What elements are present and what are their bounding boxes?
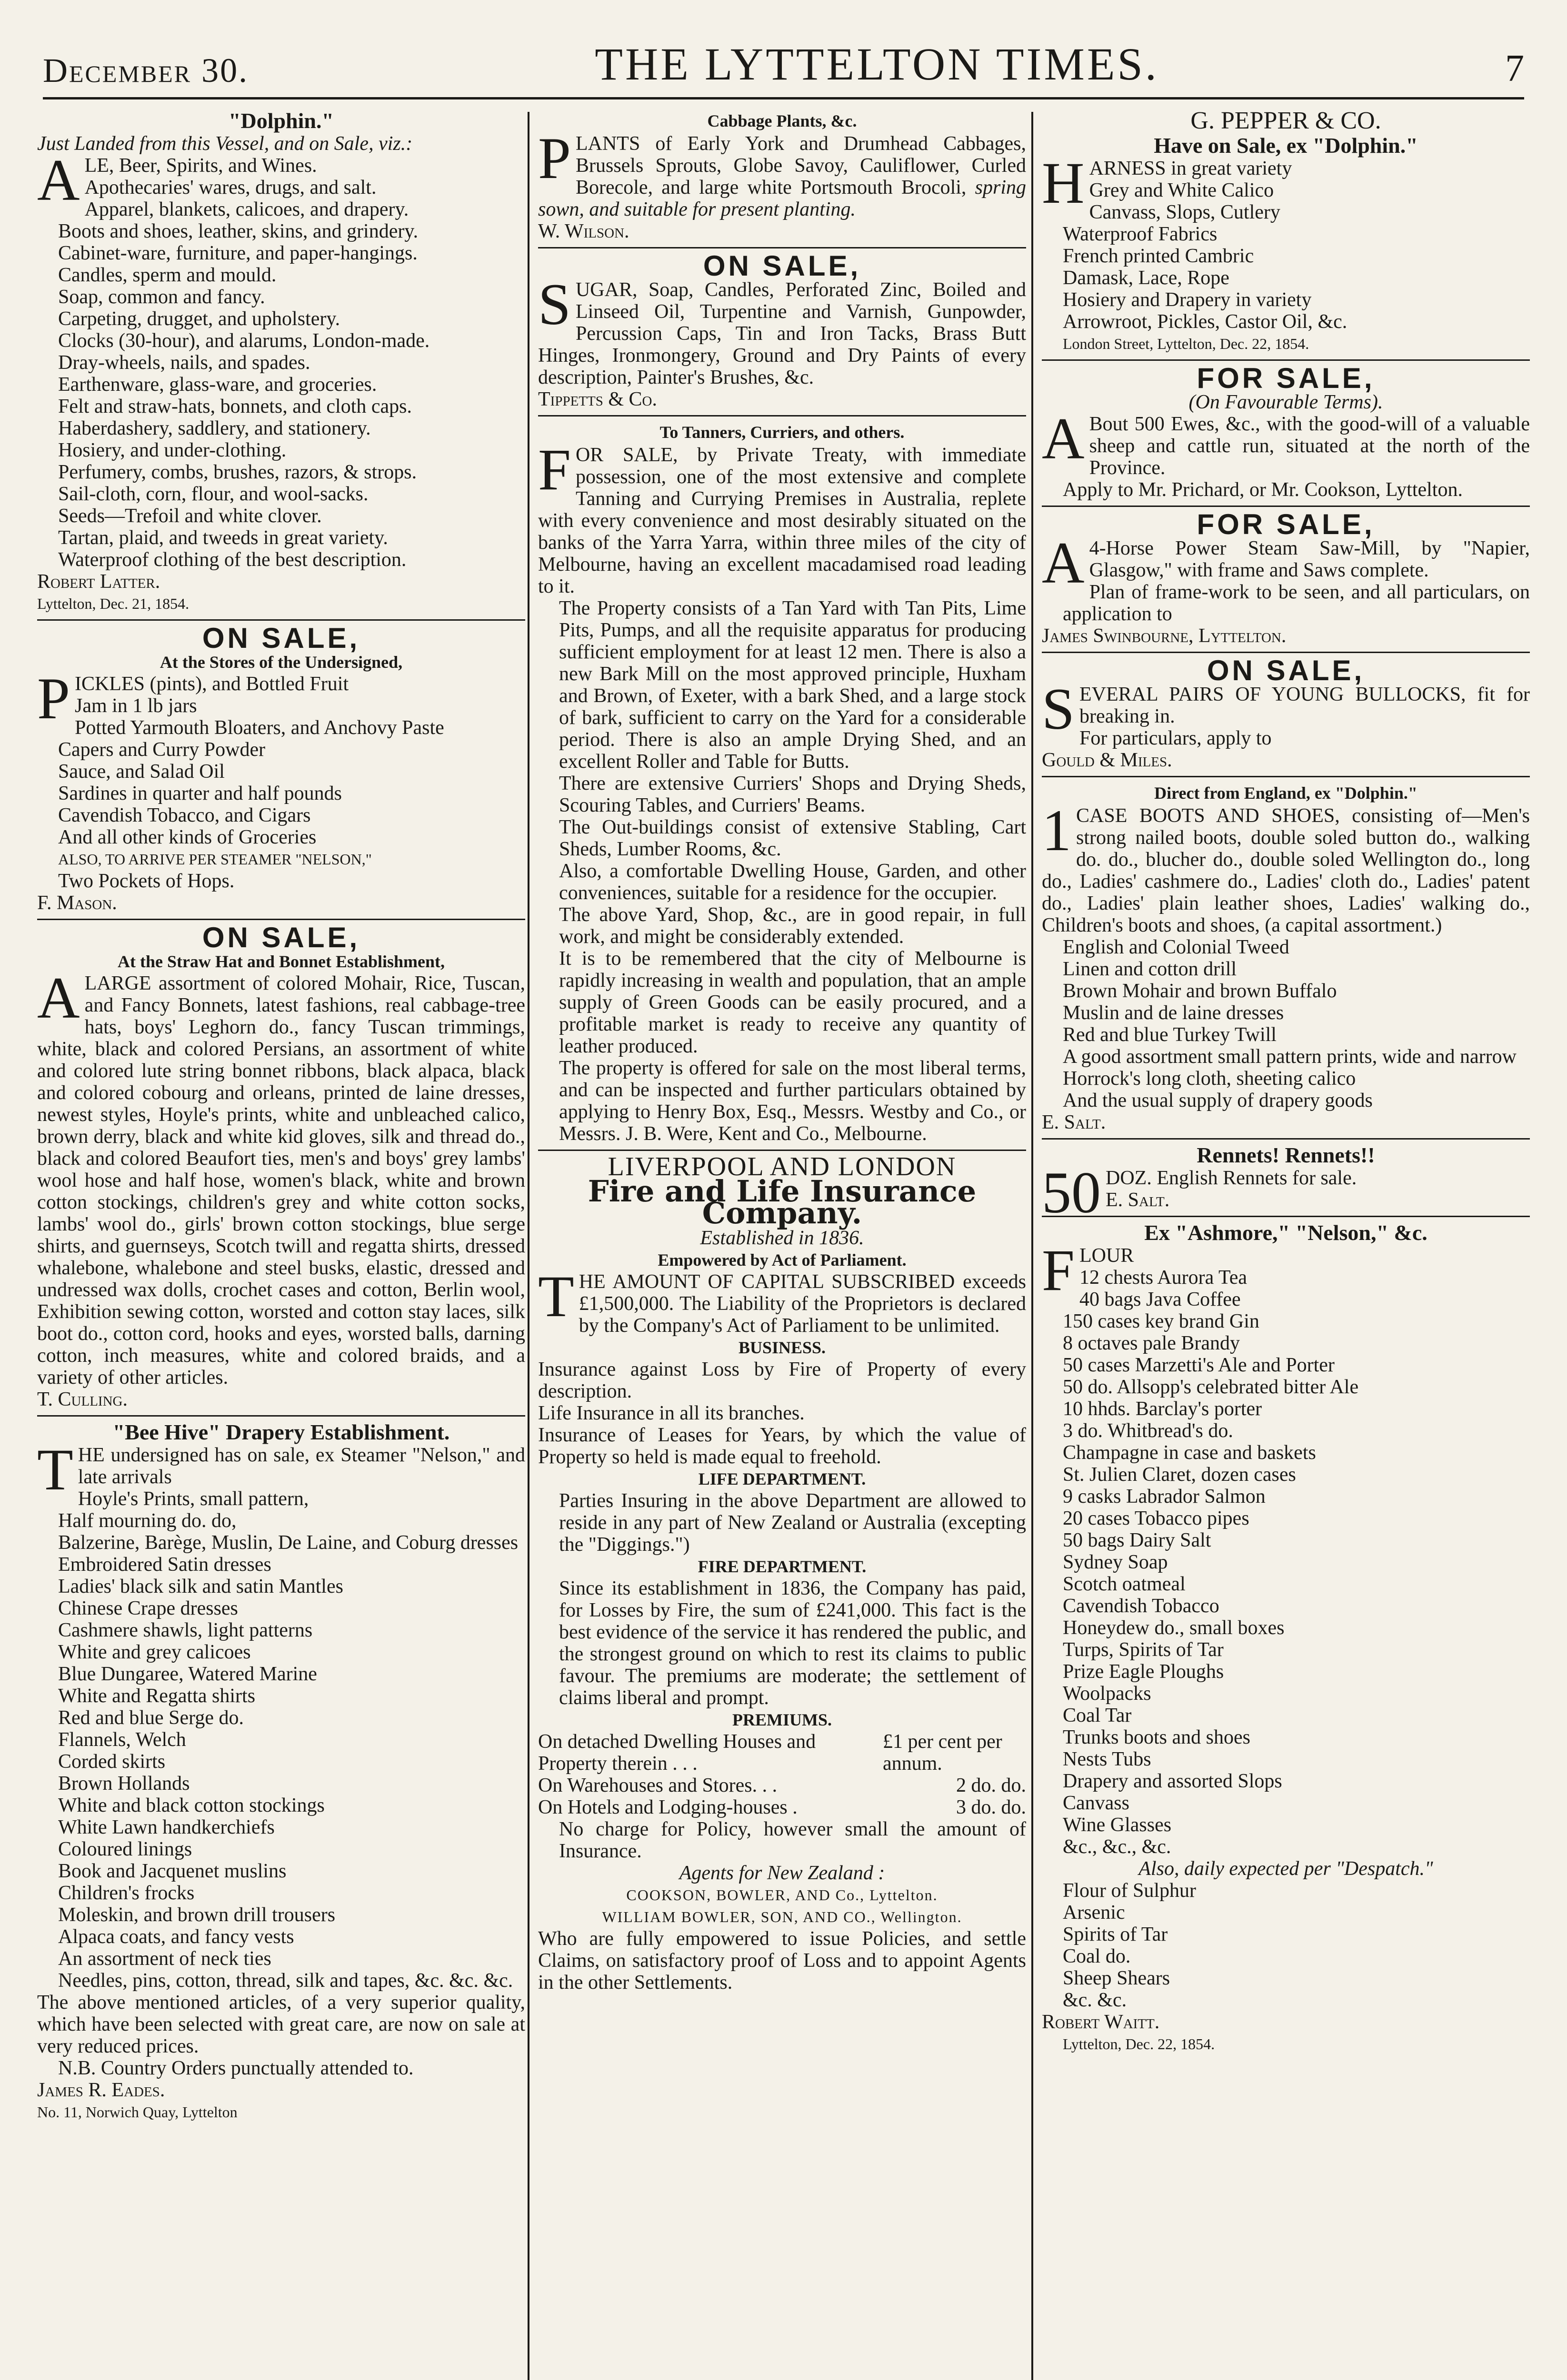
list-item: Red and blue Serge do. (58, 1707, 244, 1729)
empowered-line: Empowered by Act of Parliament. (658, 1250, 907, 1269)
list-item: Jam in 1 lb jars (74, 695, 197, 717)
issue-date: December 30. (43, 51, 249, 89)
ad-note: N.B. Country Orders punctually attended to. (58, 2057, 414, 2079)
ad-lead: ARNESS in great variety (1089, 158, 1292, 179)
premium-rate: £1 per cent per annum. (882, 1731, 1002, 1775)
ad-body: DOZ. English Rennets for sale. (1106, 1167, 1357, 1189)
page-number: 7 (1505, 48, 1524, 89)
ad-body: LARGE assortment of colored Mohair, Rice, Tuscan, and Fancy Bonnets, latest fashions, real cabbage-tree hats, boys' Leghorn do., fancy Tuscan trimmings, white, black and colored Persians, an assortment of white and colored lute string bonnet ribbons, black alpaca, black and colored cobourg and orleans, printed de laine dresses, newest styles, Hoyle's prints, white and unbleached calico, brown derry, black and white kid gloves, silk and thread do., black and colored Beaufort ties, men's and boys' grey lambs' wool hose and half hose, women's black, white and brown cotton stockings, children's grey and white cotton socks, lambs' wool do., girls' brown cotton stockings, blue serge shirts, and guernseys, Scotch twill and regatta shirts, dressed whalebone, whalebone and steel busks, elastic, dressed and undressed wax dolls, crochet cases and cotton, Berlin wool, Exhibition sewing cotton, worsted and cotton stay laces, silk boot do., cotton cord, hooks and eyes, worsted balls, darning cotton, inch measures, white and colored braids, and a variety of other articles. (37, 972, 525, 1388)
agents-heading: Agents for New Zealand : (679, 1862, 885, 1884)
list-item: Arrowroot, Pickles, Castor Oil, &c. (1063, 311, 1347, 333)
ad-also: ALSO, TO ARRIVE PER STEAMER "NELSON," (58, 851, 372, 868)
premium-row (538, 1775, 1026, 1796)
list-item: Woolpacks (1063, 1683, 1151, 1705)
list-item: Waterproof clothing of the best description. (58, 549, 407, 571)
ad-paragraph: No charge for Policy, however small the amount of Insurance. (559, 1818, 1026, 1862)
ad-heading: ON SALE, (703, 250, 861, 282)
list-item: Sail-cloth, corn, flour, and wool-sacks. (58, 483, 369, 505)
item-list (37, 177, 525, 571)
column-1 (37, 107, 525, 2127)
ad-insurance (538, 1152, 1026, 1993)
ad-signature: James R. Eades. (37, 2079, 165, 2101)
column-3 (1042, 107, 1530, 2059)
ad-lead: HE undersigned has on sale, ex Steamer "Nelson," and late arrivals (78, 1444, 525, 1488)
agent-line: WILLIAM BOWLER, SON, AND CO., Wellington. (602, 1908, 962, 1925)
divider (1042, 1138, 1530, 1140)
ad-subheading: At the Straw Hat and Bonnet Establishment, (117, 952, 445, 971)
list-item: 50 cases Marzetti's Ale and Porter (1063, 1354, 1335, 1376)
column-divider (528, 112, 529, 2380)
list-item: A good assortment small pattern prints, wide and narrow (1063, 1046, 1517, 1068)
ad-rennets (1042, 1143, 1530, 1225)
ad-lead: EVERAL PAIRS OF YOUNG BULLOCKS, fit for breaking in. (1079, 684, 1530, 727)
business-item: Insurance of Leases for Years, by which the value of Property so held is made equal to freehold. (538, 1424, 1026, 1468)
ad-culling (37, 922, 525, 1410)
ad-heading: Rennets! Rennets!! (1197, 1143, 1375, 1167)
ad-signature: James Swinbourne, Lyttelton. (1042, 625, 1287, 647)
divider (1042, 652, 1530, 653)
list-item: Canvass (1063, 1792, 1129, 1814)
ad-signature: E. Salt. (1106, 1189, 1170, 1211)
item-list (1042, 1880, 1530, 2011)
list-item: White and grey calicoes (58, 1641, 251, 1663)
list-item: Boots and shoes, leather, skins, and grindery. (58, 220, 419, 242)
list-item: Flannels, Welch (58, 1729, 186, 1751)
list-item: Sardines in quarter and half pounds (58, 783, 342, 804)
list-item: And the usual supply of drapery goods (1063, 1090, 1373, 1111)
ad-subheading: Also, daily expected per "Despatch." (1138, 1858, 1433, 1880)
drop-cap: S (1042, 676, 1075, 742)
premium-label: On detached Dwelling Houses and Property therein . . . (538, 1731, 816, 1775)
ad-heading: ON SALE, (202, 922, 360, 953)
ad-subheading: Have on Sale, ex "Dolphin." (1154, 133, 1418, 158)
drop-cap: F (538, 437, 571, 502)
ad-lead: CASE BOOTS AND SHOES, consisting of—Men's strong nailed boots, double soled button do., walking do. do., blucher do., double soled Wellington do., long do., Ladies' cashmere do., Ladies' cloth do., Ladies' patent do., Ladies' plain leather shoes, Ladies' walking do., Children's boots and shoes, (a capital assortment.) (1042, 805, 1530, 936)
drop-cap: F (1042, 1238, 1075, 1303)
ad-mason (37, 622, 525, 914)
ad-paragraph: The Out-buildings consist of extensive Stabling, Cart Sheds, Lumber Rooms, &c. (559, 816, 1026, 860)
ad-waitt (1042, 1222, 1530, 2055)
ad-subheading: Just Landed from this Vessel, and on Sale, viz.: (37, 133, 413, 155)
list-item: Waterproof Fabrics (1063, 223, 1218, 245)
list-item: Dray-wheels, nails, and spades. (58, 352, 310, 374)
list-item: Needles, pins, cotton, thread, silk and tapes, &c. &c. &c. (58, 1970, 513, 1992)
drop-cap: A (37, 148, 80, 213)
ad-heading: LIVERPOOL AND LONDON (608, 1152, 957, 1181)
ad-paragraph: Since its establishment in 1836, the Company has paid, for Losses by Fire, the sum of £241,000. This fact is the best evidence of the service it has rendered the public, and the strongest ground on which to rest its claims to public favour. The premiums are moderate; the settlement of claims liberal and prompt. (559, 1577, 1026, 1709)
item-list (37, 1488, 525, 1992)
list-item: Nests Tubs (1063, 1748, 1151, 1770)
ad-address: No. 11, Norwich Quay, Lyttelton (37, 2103, 238, 2121)
ad-body-italic: spring sown, and suitable for present planting. (538, 177, 1027, 220)
ad-dateline: Lyttelton, Dec. 22, 1854. (1063, 2035, 1215, 2053)
ad-heading: Cabbage Plants, &c. (707, 111, 857, 130)
section-heading: BUSINESS. (738, 1338, 826, 1357)
list-item: Balzerine, Barège, Muslin, De Laine, and Coburg dresses (58, 1532, 519, 1554)
drop-cap: P (538, 126, 571, 191)
list-item: Blue Dungaree, Watered Marine (58, 1663, 317, 1685)
list-item: Children's frocks (58, 1882, 195, 1904)
premium-label: On Warehouses and Stores. . . (538, 1775, 778, 1796)
list-item: Half mourning do. do, (58, 1510, 237, 1532)
list-item: Moleskin, and brown drill trousers (58, 1904, 336, 1926)
column-divider (1031, 112, 1033, 2380)
drop-cap: A (37, 965, 80, 1031)
list-item: 8 octaves pale Brandy (1063, 1332, 1240, 1354)
list-item: 20 cases Tobacco pipes (1063, 1507, 1249, 1529)
ad-body: LANTS of Early York and Drumhead Cabbages, Brussels Sprouts, Globe Savoy, Cauliflower, Curled Borecole, and large white Portsmouth Brocoli, (575, 133, 1026, 198)
ad-body: 4-Horse Power Steam Saw-Mill, by "Napier, Glasgow," with frame and Saws complete. (1089, 537, 1530, 581)
list-item: Drapery and assorted Slops (1063, 1770, 1282, 1792)
list-item: Hoyle's Prints, small pattern, (78, 1488, 309, 1510)
ad-heading: ON SALE, (202, 622, 360, 654)
item-list (37, 695, 525, 848)
list-item: Sydney Soap (1063, 1551, 1168, 1573)
list-item: Coal Tar (1063, 1705, 1132, 1726)
divider (1042, 776, 1530, 777)
ad-signature: Tippetts & Co. (538, 388, 657, 410)
ad-tanners (538, 421, 1026, 1145)
list-item: Corded skirts (58, 1751, 166, 1773)
list-item: 40 bags Java Coffee (1079, 1289, 1241, 1310)
ad-bullocks (1042, 654, 1530, 771)
list-item: &c., &c., &c. (1063, 1836, 1171, 1858)
list-item: Coal do. (1063, 1945, 1131, 1967)
premium-rate: 3 do. do. (956, 1796, 1026, 1818)
list-item: Chinese Crape dresses (58, 1597, 238, 1619)
list-item: White and Regatta shirts (58, 1685, 256, 1707)
ad-heading: "Bee Hive" Drapery Establishment. (112, 1420, 450, 1444)
list-item: Brown Mohair and brown Buffalo (1063, 980, 1337, 1002)
ad-subheading: (On Favourable Terms). (1188, 391, 1383, 413)
agent-line: COOKSON, BOWLER, AND Co., Lyttelton. (626, 1886, 938, 1904)
ad-heading: FOR SALE, (1197, 508, 1375, 540)
drop-cap: T (37, 1437, 73, 1502)
list-item: Honeydew do., small boxes (1063, 1617, 1285, 1639)
premium-row (538, 1731, 1026, 1775)
list-item: 50 do. Allsopp's celebrated bitter Ale (1063, 1376, 1359, 1398)
list-item: Book and Jacquenet muslins (58, 1860, 287, 1882)
ad-paragraph: The above Yard, Shop, &c., are in good repair, in full work, and might be considerably extended. (559, 904, 1026, 948)
ad-body: Bout 500 Ewes, &c., with the good-will of a valuable sheep and cattle run, situated at the north of the Province. (1089, 413, 1530, 479)
drop-cap: 1 (1042, 798, 1071, 863)
list-item: Carpeting, drugget, and upholstery. (58, 308, 340, 330)
ad-body: UGAR, Soap, Candles, Perforated Zinc, Boiled and Linseed Oil, Turpentine and Varnish, Gunpowder, Percussion Caps, Tin and Iron Tacks, Brass Butt Hinges, Ironmongery, Ground and Dry Paints of every description, Painter's Brushes, &c. (538, 279, 1026, 388)
section-heading: PREMIUMS. (732, 1710, 832, 1729)
item-list (1042, 179, 1530, 333)
list-item: Arsenic (1063, 1902, 1125, 1924)
list-item: Flour of Sulphur (1063, 1880, 1197, 1902)
ad-heading: Direct from England, ex "Dolphin." (1154, 783, 1417, 803)
ad-paragraph: Also, a comfortable Dwelling House, Garden, and other conveniences, suitable for a residence for the occupier. (559, 860, 1026, 904)
premium-row (538, 1796, 1026, 1818)
list-item: Spirits of Tar (1063, 1924, 1168, 1945)
list-item: White Lawn handkerchiefs (58, 1816, 275, 1838)
ad-signature: Robert Waitt. (1042, 2011, 1160, 2033)
list-item: Cavendish Tobacco (1063, 1595, 1219, 1617)
list-item: Cabinet-ware, furniture, and paper-hangings. (58, 242, 418, 264)
list-item: Clocks (30-hour), and alarums, London-made. (58, 330, 430, 352)
ad-heading: FOR SALE, (1197, 362, 1375, 394)
ad-signature: T. Culling. (37, 1388, 128, 1410)
list-item: Wine Glasses (1063, 1814, 1172, 1836)
list-item: Coloured linings (58, 1838, 192, 1860)
list-item: Cashmere shawls, light patterns (58, 1619, 313, 1641)
list-item: 3 do. Whitbread's do. (1063, 1420, 1233, 1442)
section-heading: LIFE DEPARTMENT. (698, 1469, 866, 1488)
list-item: Capers and Curry Powder (58, 739, 266, 761)
ad-heading: "Dolphin." (228, 109, 334, 133)
premium-label: On Hotels and Lodging-houses . (538, 1796, 798, 1818)
ad-ewes (1042, 362, 1530, 501)
ad-lead: LE, Beer, Spirits, and Wines. (84, 155, 317, 177)
section-heading: FIRE DEPARTMENT. (698, 1557, 867, 1576)
ad-signature: Robert Latter. (37, 571, 160, 593)
ad-heading: ON SALE, (1207, 654, 1365, 686)
divider (1042, 506, 1530, 507)
ad-lead: LOUR (1079, 1245, 1134, 1267)
ad-heading: To Tanners, Curriers, and others. (659, 423, 905, 442)
list-item: Embroidered Satin dresses (58, 1554, 271, 1576)
list-item: Hosiery and Drapery in variety (1063, 289, 1312, 311)
list-item: &c. &c. (1063, 1989, 1127, 2011)
divider (37, 1415, 525, 1417)
drop-cap: 50 (1042, 1160, 1101, 1225)
list-item: Prize Eagle Ploughs (1063, 1661, 1224, 1683)
list-item: Candles, sperm and mould. (58, 264, 277, 286)
ad-closing: Who are fully empowered to issue Policies, and settle Claims, on satisfactory proof of Loss and to appoint Agents in the other Settlements. (538, 1928, 1026, 1993)
list-item: Apparel, blankets, calicoes, and drapery. (84, 198, 409, 220)
list-item: Canvass, Slops, Cutlery (1089, 201, 1280, 223)
list-item: Trunks boots and shoes (1063, 1726, 1250, 1748)
list-item: Ladies' black silk and satin Mantles (58, 1576, 343, 1597)
ad-paragraph: It is to be remembered that the city of Melbourne is rapidly increasing in wealth and population, that an ample supply of Green Goods can be easily procured, and a profitable market is ready to receive any quantity of leather produced. (559, 948, 1026, 1057)
ad-subheading: At the Stores of the Undersigned, (160, 653, 403, 672)
ad-paragraph: The Property consists of a Tan Yard with Tan Pits, Lime Pits, Pumps, and all the requisite apparatus for producing sufficient employment for at least 12 men. There is also a new Bark Mill on the most approved principle, Huxham and Brown, of Exeter, with a bark Shed, and a large stock of bark, sufficient to carry on the Yard for a considerable period. There is also an ample Drying Shed, and an excellent Roller and Table for Butts. (559, 597, 1026, 773)
ad-signature: F. Mason. (37, 892, 117, 914)
drop-cap: S (538, 272, 571, 337)
list-item: Felt and straw-hats, bonnets, and cloth caps. (58, 396, 412, 417)
list-item: Red and blue Turkey Twill (1063, 1024, 1277, 1046)
ad-signature: Gould & Miles. (1042, 749, 1172, 771)
ad-lead: ICKLES (pints), and Bottled Fruit (74, 673, 349, 695)
list-item: Hosiery, and under-clothing. (58, 439, 287, 461)
drop-cap: T (538, 1264, 574, 1329)
item-list (1042, 1267, 1530, 1858)
business-item: Life Insurance in all its branches. (538, 1402, 805, 1424)
premium-rate: 2 do. do. (956, 1775, 1026, 1796)
list-item: Cavendish Tobacco, and Cigars (58, 804, 311, 826)
list-item: Tartan, plaid, and tweeds in great variety. (58, 527, 388, 549)
drop-cap: P (37, 666, 70, 731)
established-line: Established in 1836. (700, 1227, 864, 1249)
list-item: Muslin and de laine dresses (1063, 1002, 1284, 1024)
ad-paragraph: Parties Insuring in the above Department are allowed to reside in any part of New Zealand or Australia (excepting the "Diggings.") (559, 1490, 1026, 1556)
ad-paragraph: Plan of frame-work to be seen, and all particulars, on application to (1063, 581, 1530, 625)
list-item: Sheep Shears (1063, 1967, 1170, 1989)
list-item: Scotch oatmeal (1063, 1573, 1186, 1595)
ad-heading: Ex "Ashmore," "Nelson," &c. (1144, 1220, 1427, 1245)
list-item: English and Colonial Tweed (1063, 936, 1289, 958)
list-item: Soap, common and fancy. (58, 286, 265, 308)
divider (37, 619, 525, 621)
list-item: Apothecaries' wares, drugs, and salt. (84, 177, 377, 198)
ad-paragraph: The property is offered for sale on the most liberal terms, and can be inspected and further particulars obtained by applying to Henry Box, Esq., Messrs. Westby and Co., or Messrs. J. B. Were, Kent and Co., Melbourne. (559, 1057, 1026, 1145)
column-2 (538, 107, 1026, 1997)
list-item: Seeds—Trefoil and white clover. (58, 505, 322, 527)
divider (1042, 1216, 1530, 1217)
ad-dateline: Lyttelton, Dec. 21, 1854. (37, 595, 190, 612)
list-item: Damask, Lace, Rope (1063, 267, 1229, 289)
ad-paragraph: There are extensive Curriers' Shops and Drying Sheds, Scouring Tables, and Curriers' Beams. (559, 773, 1026, 816)
list-item: St. Julien Claret, dozen cases (1063, 1464, 1296, 1486)
drop-cap: A (1042, 406, 1085, 471)
list-item: Turps, Spirits of Tar (1063, 1639, 1224, 1661)
list-item: Earthenware, glass-ware, and groceries. (58, 374, 377, 396)
company-name: Fire and Life Insurance Company. (588, 1174, 977, 1230)
list-item: Perfumery, combs, brushes, razors, & strops. (58, 461, 417, 483)
divider (538, 415, 1026, 416)
ad-dateline: London Street, Lyttelton, Dec. 22, 1854. (1063, 335, 1309, 352)
ad-beehive (37, 1421, 525, 2123)
drop-cap: A (1042, 530, 1085, 595)
divider (1042, 359, 1530, 361)
ad-signature: E. Salt. (1042, 1111, 1106, 1133)
list-item: 150 cases key brand Gin (1063, 1310, 1259, 1332)
ad-boots (1042, 782, 1530, 1133)
ad-heading: G. PEPPER & CO. (1190, 107, 1381, 134)
ad-tippetts (538, 250, 1026, 410)
list-item: Potted Yarmouth Bloaters, and Anchovy Paste (74, 717, 444, 739)
list-item: Horrock's long cloth, sheeting calico (1063, 1068, 1356, 1090)
list-item: 9 casks Labrador Salmon (1063, 1486, 1266, 1507)
list-item: Haberdashery, saddlery, and stationery. (58, 417, 371, 439)
masthead (43, 39, 1524, 99)
list-item: French printed Cambric (1063, 245, 1254, 267)
list-item: Linen and cotton drill (1063, 958, 1237, 980)
list-item: Brown Hollands (58, 1773, 190, 1795)
ad-wilson (538, 110, 1026, 242)
ad-body: HE AMOUNT OF CAPITAL SUBSCRIBED exceeds £1,500,000. The Liability of the Proprietors is declared by the Company's Act of Parliament to be unlimited. (579, 1271, 1026, 1337)
business-item: Insurance against Loss by Fire of Property of every description. (538, 1359, 1026, 1402)
drop-cap: H (1042, 150, 1085, 216)
ad-dolphin-latter (37, 110, 525, 615)
divider (37, 919, 525, 920)
ad-sawmill (1042, 508, 1530, 647)
list-item: Grey and White Calico (1089, 179, 1274, 201)
list-item: Sauce, and Salad Oil (58, 761, 225, 783)
list-item: 12 chests Aurora Tea (1079, 1267, 1247, 1289)
divider (538, 247, 1026, 248)
ad-closing: The above mentioned articles, of a very superior quality, which have been selected with great care, are now on sale at very reduced prices. (37, 1992, 525, 2057)
list-item: Champagne in case and baskets (1063, 1442, 1316, 1464)
ad-paragraph: OR SALE, by Private Treaty, with immediate possession, one of the most extensive and complete Tanning and Currying Premises in Australia, replete with every convenience and most desirably situated on the banks of the Yarra Yarra, within three miles of the city of Melbourne, having an excellent macadamised road leading to it. (538, 444, 1026, 597)
ad-apply: For particulars, apply to (1079, 727, 1272, 749)
list-item: 50 bags Dairy Salt (1063, 1529, 1211, 1551)
ad-apply: Apply to Mr. Prichard, or Mr. Cookson, Lyttelton. (1063, 479, 1463, 501)
list-item: Alpaca coats, and fancy vests (58, 1926, 294, 1948)
ad-line: Two Pockets of Hops. (58, 870, 235, 892)
divider (538, 1150, 1026, 1151)
list-item: White and black cotton stockings (58, 1795, 325, 1816)
ad-signature: W. Wilson. (538, 220, 629, 242)
item-list (1042, 936, 1530, 1111)
ad-pepper (1042, 107, 1530, 355)
newspaper-title: THE LYTTELTON TIMES. (595, 39, 1159, 89)
list-item: 10 hhds. Barclay's porter (1063, 1398, 1262, 1420)
list-item: An assortment of neck ties (58, 1948, 271, 1970)
list-item: And all other kinds of Groceries (58, 826, 317, 848)
